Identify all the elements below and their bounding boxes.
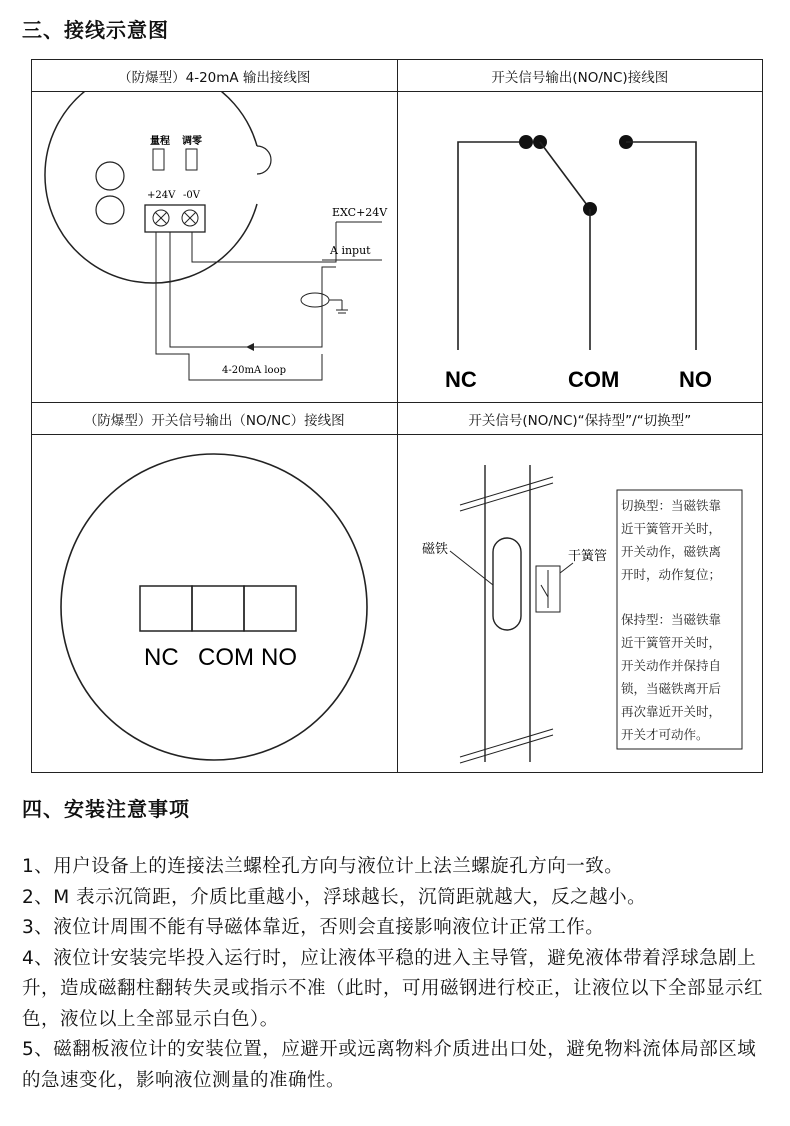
diagram-4-20ma-wiring: [32, 92, 398, 403]
plus-24v-label: +24V: [147, 190, 176, 201]
caption-explosion-proof-4-20ma: （防爆型）4-20mA 输出接线图: [32, 60, 398, 92]
terminal-com-label: COM: [198, 644, 254, 671]
diagram-reed-switch: [397, 435, 762, 773]
desc-line: 保持型：当磁铁靠: [620, 612, 721, 627]
terminal-no-label: NO: [261, 644, 297, 671]
minus-0v-label: -0V: [183, 190, 200, 201]
note-item: 1、用户设备上的连接法兰螺栓孔方向与液位计上法兰螺旋孔方向一致。: [22, 856, 624, 877]
range-label: 量程: [150, 136, 170, 147]
desc-line: 近干簧管开关时，: [620, 521, 721, 536]
desc-line: 开时，动作复位；: [620, 567, 721, 582]
nc-label: NC: [444, 367, 477, 392]
wiring-diagram-table: [31, 59, 763, 773]
note-item: 5、磁翻板液位计的安装位置，应避开或远离物料介质进出口处，避免物料流体局部区域的急速变化，影响液位测量的准确性。: [22, 1039, 757, 1091]
zero-label: 调零: [182, 136, 202, 147]
installation-notes: [22, 852, 772, 1096]
diagram-switch-contacts: [397, 92, 762, 403]
reed-switch-label: 干簧管: [567, 549, 607, 564]
desc-line: 再次靠近开关时，: [620, 704, 721, 719]
reed-switch-description: [621, 498, 721, 742]
desc-line: 开关动作并保持自: [620, 658, 721, 673]
note-item: 2、M 表示沉筒距，介质比重越小，浮球越长，沉筒距就越大，反之越小。: [22, 886, 647, 908]
terminal-nc-label: NC: [144, 644, 179, 671]
diagram-terminal-block: [32, 435, 398, 773]
desc-line: 开关动作，磁铁离: [620, 544, 721, 559]
section-3-title: 三、接线示意图: [22, 18, 169, 42]
note-item: 4、液位计安装完毕投入运行时，应让液体平稳的进入主导管，避免液体带着浮球急剧上升，造成磁翻柱翻转失灵或指示不准（此时，可用磁钢进行校正，让液位以下全部显示红色，液位以上全部显示白色）。: [22, 947, 764, 1030]
desc-line: 锁，当磁铁离开后: [620, 681, 721, 696]
exc-24v-label: EXC+24V: [332, 206, 388, 219]
desc-line: 近干簧管开关时，: [620, 635, 721, 650]
caption-switch-output: 开关信号输出(NO/NC)接线图: [397, 60, 762, 92]
a-input-label: A input: [330, 244, 371, 257]
desc-line: 切换型：当磁铁靠: [620, 498, 721, 513]
loop-label: 4-20mA loop: [222, 365, 286, 376]
note-item: 3、液位计周围不能有导磁体靠近，否则会直接影响液位计正常工作。: [22, 917, 605, 938]
no-label: NO: [678, 367, 712, 392]
magnet-label: 磁铁: [421, 542, 448, 557]
caption-explosion-proof-switch: （防爆型）开关信号输出（NO/NC）接线图: [32, 403, 398, 435]
com-label: COM: [567, 367, 619, 392]
desc-line: 开关才可动作。: [620, 727, 709, 742]
section-4-title: 四、安装注意事项: [22, 797, 190, 821]
caption-hold-toggle-type: 开关信号(NO/NC)“保持型”/“切换型”: [397, 403, 762, 435]
